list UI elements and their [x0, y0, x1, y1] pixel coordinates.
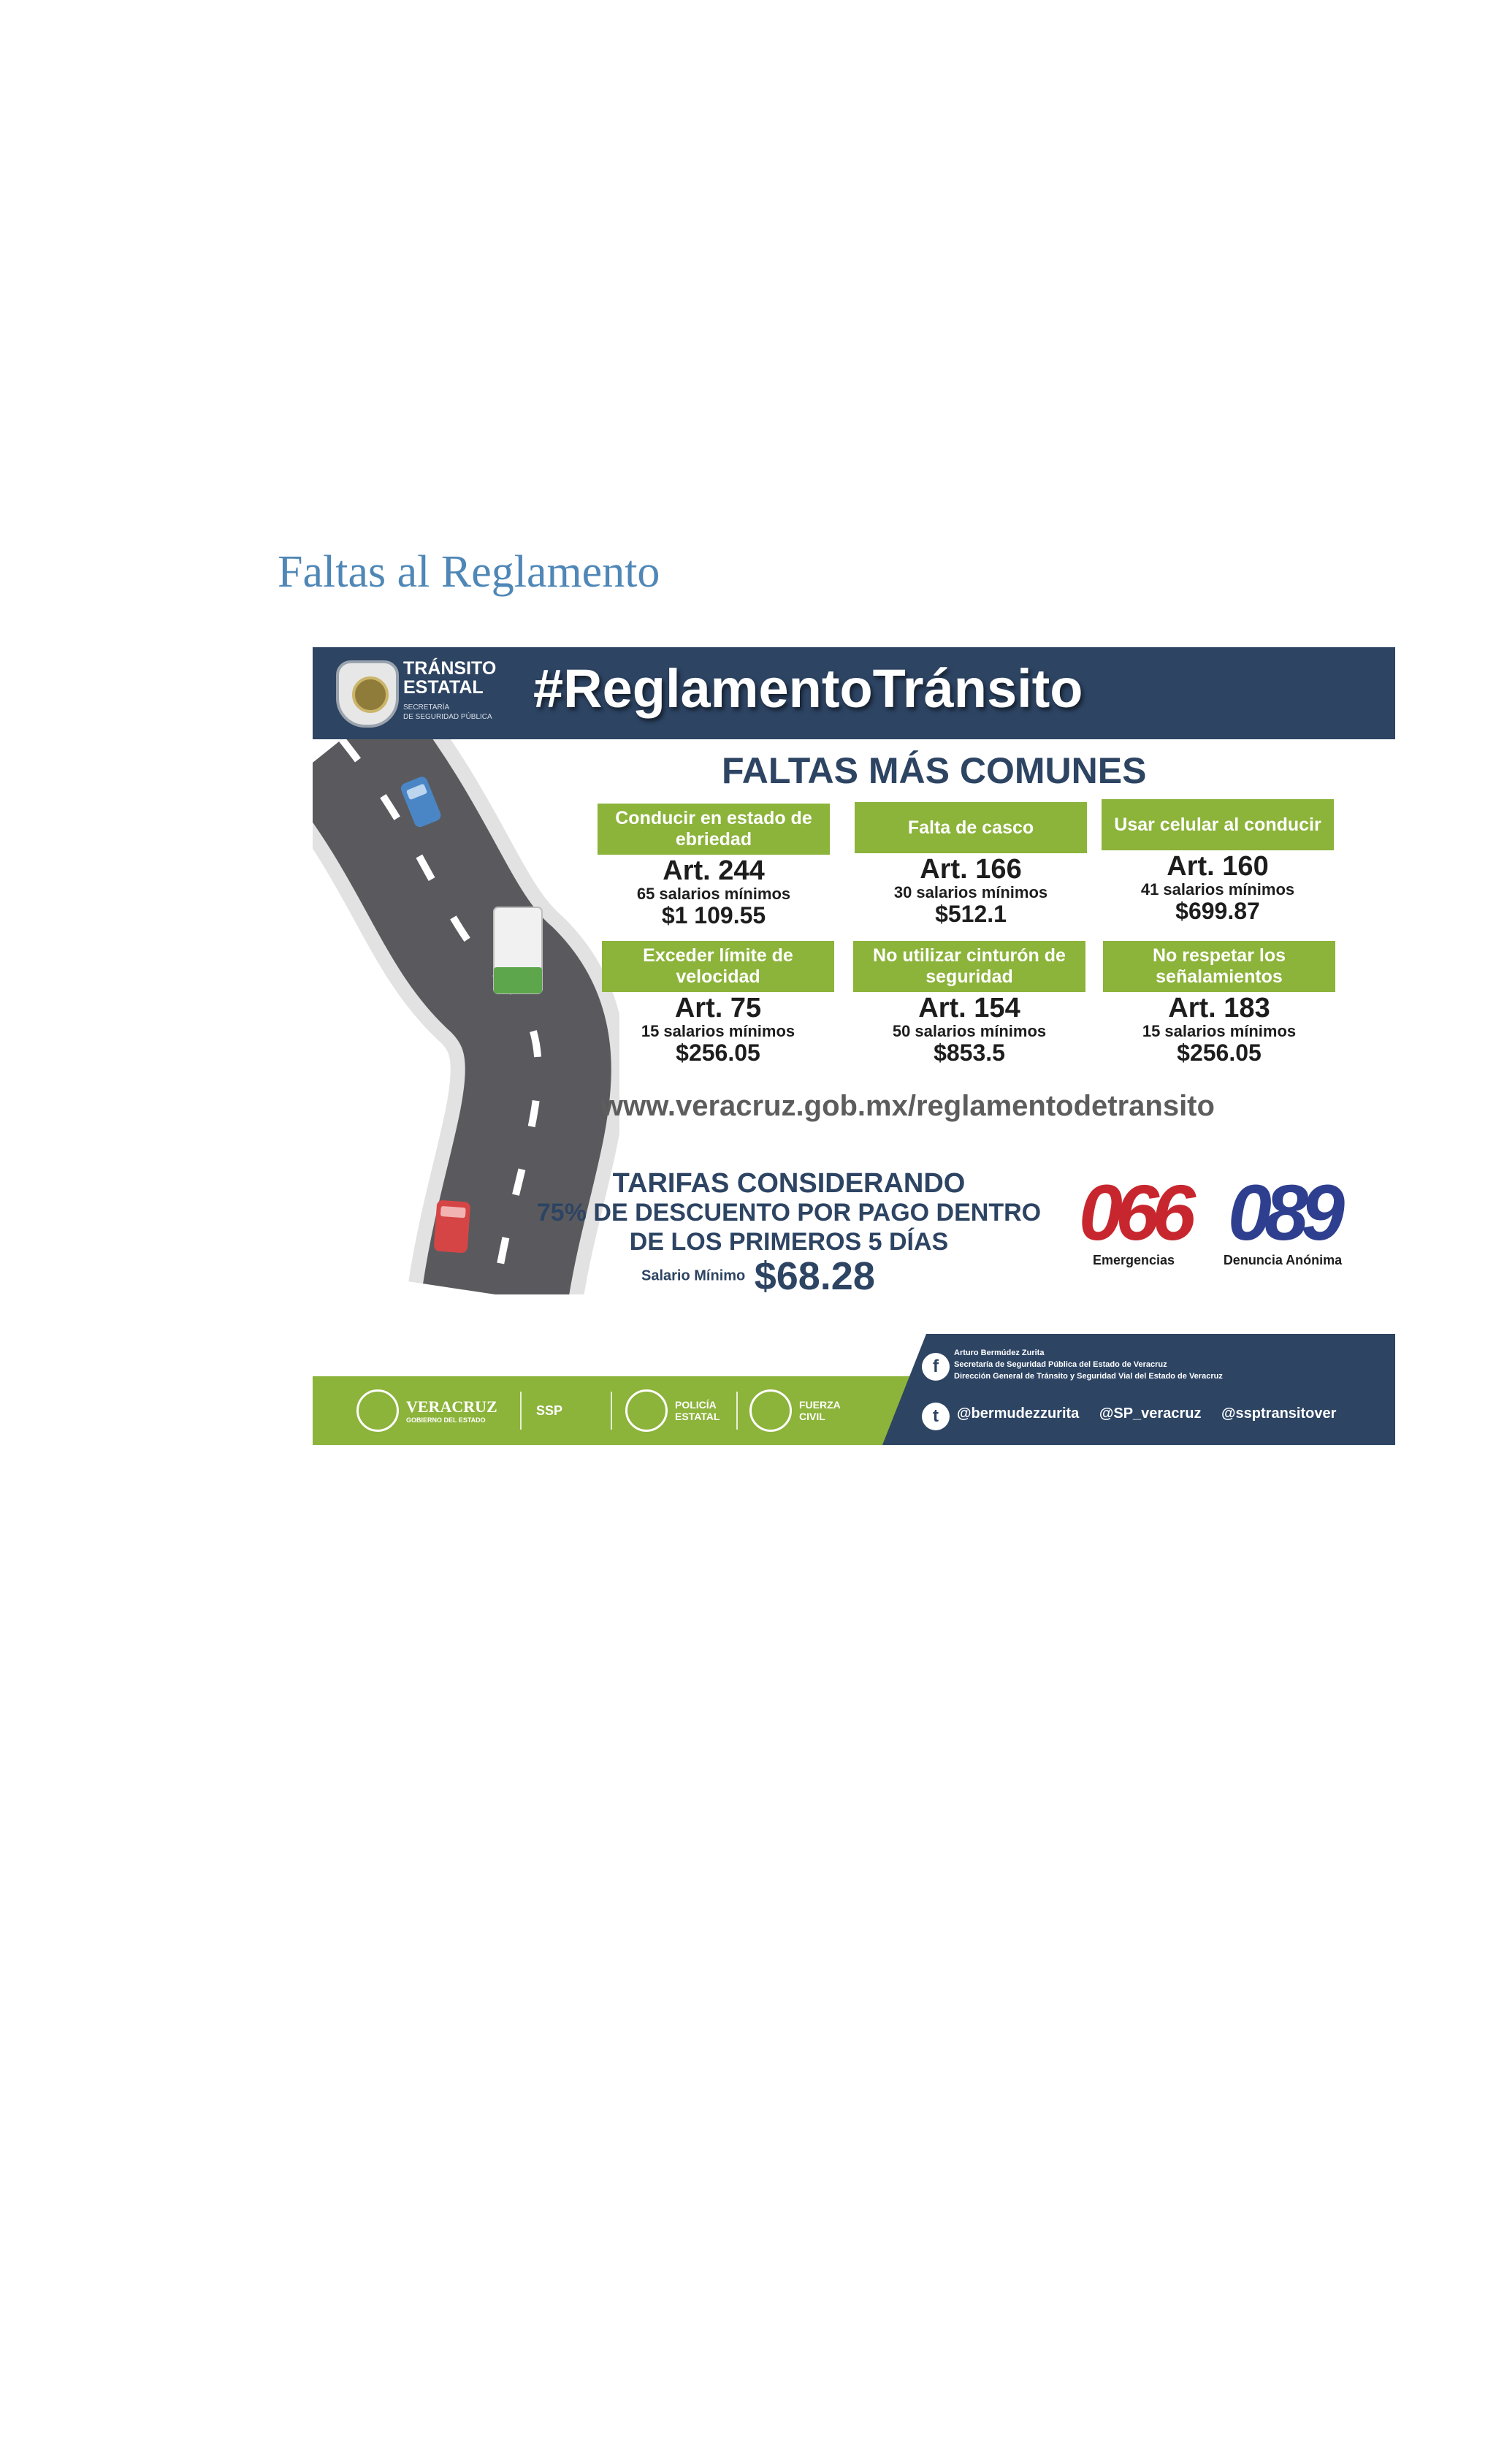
fine-card: [598, 804, 830, 928]
fine-card: [853, 941, 1085, 1065]
hashtag-title: #ReglamentoTránsito: [533, 658, 1083, 719]
fine-salaries: 50 salarios mínimos: [892, 1022, 1047, 1040]
logo-divider: [736, 1387, 738, 1435]
agency-subtitle: SECRETARÍA DE SEGURIDAD PÚBLICA: [403, 703, 492, 721]
emergency-number: 066 Emergencias: [1068, 1173, 1199, 1268]
ssp-logo: SSP: [536, 1403, 563, 1418]
fine-salaries: 41 salarios mínimos: [1140, 880, 1295, 899]
minimum-wage-value: $68.28: [754, 1254, 875, 1298]
fine-card: [1102, 799, 1334, 923]
fine-card: [602, 941, 834, 1065]
fine-amount: $256.05: [676, 1040, 760, 1066]
fine-label: Conducir en estado de ebriedad: [598, 804, 830, 855]
fine-article: Art. 166: [920, 854, 1022, 885]
twitter-icon[interactable]: t: [922, 1403, 950, 1430]
logo-divider: [520, 1387, 522, 1435]
fine-article: Art. 75: [674, 993, 762, 1023]
fine-article: Art. 183: [1168, 993, 1270, 1023]
fine-label: Falta de casco: [855, 802, 1087, 853]
fine-salaries: 15 salarios mínimos: [1142, 1022, 1297, 1040]
veracruz-seal-icon: [356, 1389, 399, 1432]
infographic-header: [313, 647, 1395, 739]
policia-estatal-logo: POLICÍA ESTATAL: [625, 1387, 733, 1435]
eagle-shield-icon: [749, 1389, 792, 1432]
bus-icon: [494, 907, 542, 993]
fine-label: No utilizar cinturón de seguridad: [853, 941, 1085, 992]
minimum-wage: [641, 1254, 875, 1299]
website-link[interactable]: www.veracruz.gob.mx/reglamentodetransito: [600, 1090, 1215, 1122]
emergency-caption: Emergencias: [1092, 1253, 1175, 1267]
veracruz-logo: VERACRUZ GOBIERNO DEL ESTADO: [356, 1387, 497, 1435]
discount-note: TARIFAS CONSIDERANDO 75% DE DESCUENTO POR PAGO DENTRO DE LOS PRIMEROS 5 DÍAS: [536, 1168, 1042, 1256]
twitter-handle[interactable]: @ssptransitover: [1221, 1405, 1337, 1422]
fine-article: Art. 160: [1167, 851, 1269, 882]
twitter-handle[interactable]: @bermudezzurita: [957, 1405, 1080, 1422]
credit-text: Arturo Bermúdez Zurita Secretaría de Seguridad Pública del Estado de Veracruz Dirección General de Tránsito y Seguridad Vial del Estado de Veracruz: [954, 1349, 1223, 1381]
page-heading: Faltas al Reglamento: [278, 547, 660, 597]
star-badge-icon: [625, 1389, 668, 1432]
fine-amount: $853.5: [934, 1040, 1005, 1066]
twitter-handle[interactable]: @SP_veracruz: [1099, 1405, 1202, 1422]
agency-name: TRÁNSITO ESTATAL: [403, 658, 497, 698]
fine-salaries: 15 salarios mínimos: [641, 1022, 795, 1040]
section-title: FALTAS MÁS COMUNES: [722, 750, 1147, 791]
fine-salaries: 65 salarios mínimos: [636, 885, 791, 903]
traffic-fines-infographic: [313, 647, 1395, 1445]
fine-label: Exceder límite de velocidad: [602, 941, 834, 992]
transito-badge-icon: [336, 660, 399, 728]
fine-label: Usar celular al conducir: [1102, 799, 1334, 850]
car-icon: [434, 1200, 471, 1254]
fine-amount: $1 109.55: [661, 902, 766, 928]
anonymous-report-number: 089 Denuncia Anónima: [1210, 1173, 1356, 1268]
fine-amount: $256.05: [1177, 1040, 1262, 1066]
fine-card: [855, 802, 1087, 926]
facebook-icon[interactable]: f: [922, 1353, 950, 1381]
logo-divider: [611, 1387, 612, 1435]
fine-article: Art. 244: [663, 855, 765, 886]
fine-article: Art. 154: [918, 993, 1020, 1023]
fine-amount: $699.87: [1175, 898, 1260, 924]
fine-amount: $512.1: [935, 901, 1007, 927]
fuerza-civil-logo: FUERZA CIVIL: [749, 1387, 850, 1435]
fine-card: [1103, 941, 1335, 1065]
anonymous-report-caption: Denuncia Anónima: [1223, 1253, 1343, 1267]
fine-label: No respetar los señalamientos: [1103, 941, 1335, 992]
minimum-wage-label: Salario Mínimo: [641, 1267, 746, 1284]
fine-salaries: 30 salarios mínimos: [893, 883, 1048, 901]
social-handles: [957, 1405, 1352, 1422]
